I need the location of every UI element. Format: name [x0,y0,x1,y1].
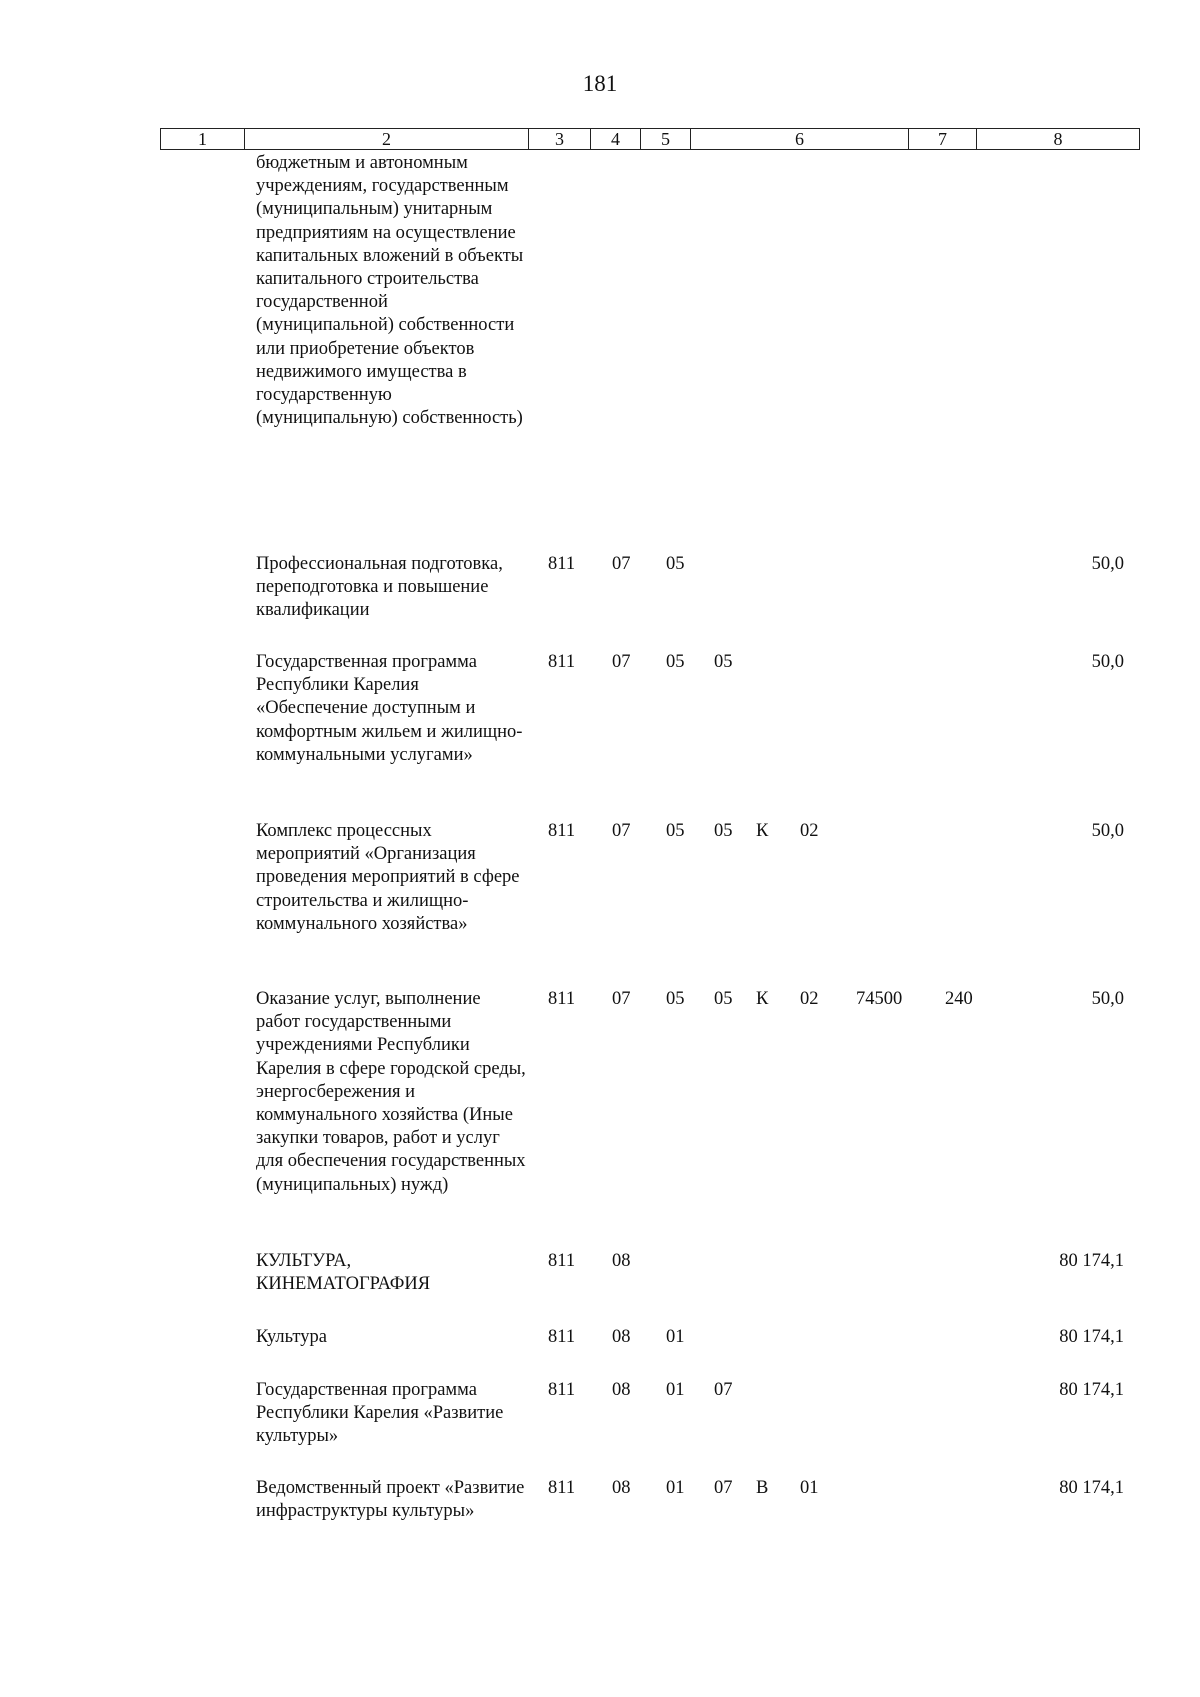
row-code-5: 05 [666,554,685,574]
row-description: Государственная программа Республики Карелия «Обеспечение доступным и комфортным жильем и жилищно-коммунальными услугами» [256,652,523,765]
row-code-6-subprogram: 02 [800,821,819,841]
row-code-3: 811 [548,1380,576,1400]
row-code-6-program: 05 [714,821,733,841]
row-code-3: 811 [548,989,576,1009]
row-amount: 80 174,1 [1059,1380,1124,1400]
row-code-6-type: В [756,1478,769,1498]
row-description: Культура [256,1327,327,1347]
row-amount: 50,0 [1091,821,1124,841]
row-code-4: 08 [612,1251,631,1271]
row-code-4: 07 [612,554,631,574]
row-amount: 80 174,1 [1059,1327,1124,1347]
row-amount: 50,0 [1091,652,1124,672]
row-description: Комплекс процессных мероприятий «Организация проведения мероприятий в сфере строительства и жилищно-коммунального хозяйства» [256,821,520,934]
row-code-6-subprogram: 02 [800,989,819,1009]
row-code-5: 05 [666,821,685,841]
row-code-6-subprogram: 01 [800,1478,819,1498]
row-code-4: 07 [612,821,631,841]
page-number: 181 [582,71,618,96]
row-code-6-type: К [756,989,769,1009]
column-header-2: 2 [245,129,529,149]
column-header-8: 8 [1053,129,1063,149]
row-code-4: 07 [612,652,631,672]
row-description: КУЛЬТУРА, КИНЕМАТОГРАФИЯ [256,1251,431,1295]
row-code-5: 01 [666,1327,685,1347]
row-code-3: 811 [548,821,576,841]
row-code-6-type: К [756,821,769,841]
row-code-6-program: 07 [714,1478,733,1498]
row-amount: 50,0 [1091,554,1124,574]
row-code-5: 01 [666,1478,685,1498]
column-header-1: 1 [161,129,245,149]
row-code-6-program: 05 [714,989,733,1009]
row-description: бюджетным и автономным учреждениям, государственным (муниципальным) унитарным предприятиям на осуществление капитальных вложений в объекты капитального строительства государственной (муниципальной) собственности или приобретение объектов недвижимого имущества в государственную (муниципальную) собственность) [256,153,524,429]
column-header-3: 3 [529,129,591,149]
row-amount: 80 174,1 [1059,1251,1124,1271]
column-header-6: 6 [691,129,909,149]
row-code-4: 08 [612,1327,631,1347]
row-description: Профессиональная подготовка, переподготовка и повышение квалификации [256,554,503,621]
row-description: Государственная программа Республики Карелия «Развитие культуры» [256,1380,504,1447]
row-code-4: 08 [612,1478,631,1498]
row-code-4: 08 [612,1380,631,1400]
column-header-4: 4 [591,129,641,149]
row-code-3: 811 [548,1251,576,1271]
row-code-6-direction: 74500 [856,989,903,1009]
column-header-5: 5 [641,129,691,149]
row-code-5: 05 [666,652,685,672]
row-code-5: 01 [666,1380,685,1400]
row-code-7: 240 [945,989,973,1009]
column-header-7: 7 [909,129,977,149]
row-code-6-program: 05 [714,652,733,672]
column-header-row [160,128,1140,150]
row-code-3: 811 [548,652,576,672]
row-amount: 50,0 [1091,989,1124,1009]
row-description: Оказание услуг, выполнение работ государственными учреждениями Республики Карелия в сфере городской среды, энергосбережения и коммунального хозяйства (Иные закупки товаров, работ и услуг для обеспечения государственных (муниципальных) нужд) [256,989,526,1195]
row-amount: 80 174,1 [1059,1478,1124,1498]
row-description: Ведомственный проект «Развитие инфраструктуры культуры» [256,1478,525,1522]
row-code-4: 07 [612,989,631,1009]
row-code-3: 811 [548,554,576,574]
row-code-6-program: 07 [714,1380,733,1400]
row-code-3: 811 [548,1327,576,1347]
row-code-3: 811 [548,1478,576,1498]
row-code-5: 05 [666,989,685,1009]
